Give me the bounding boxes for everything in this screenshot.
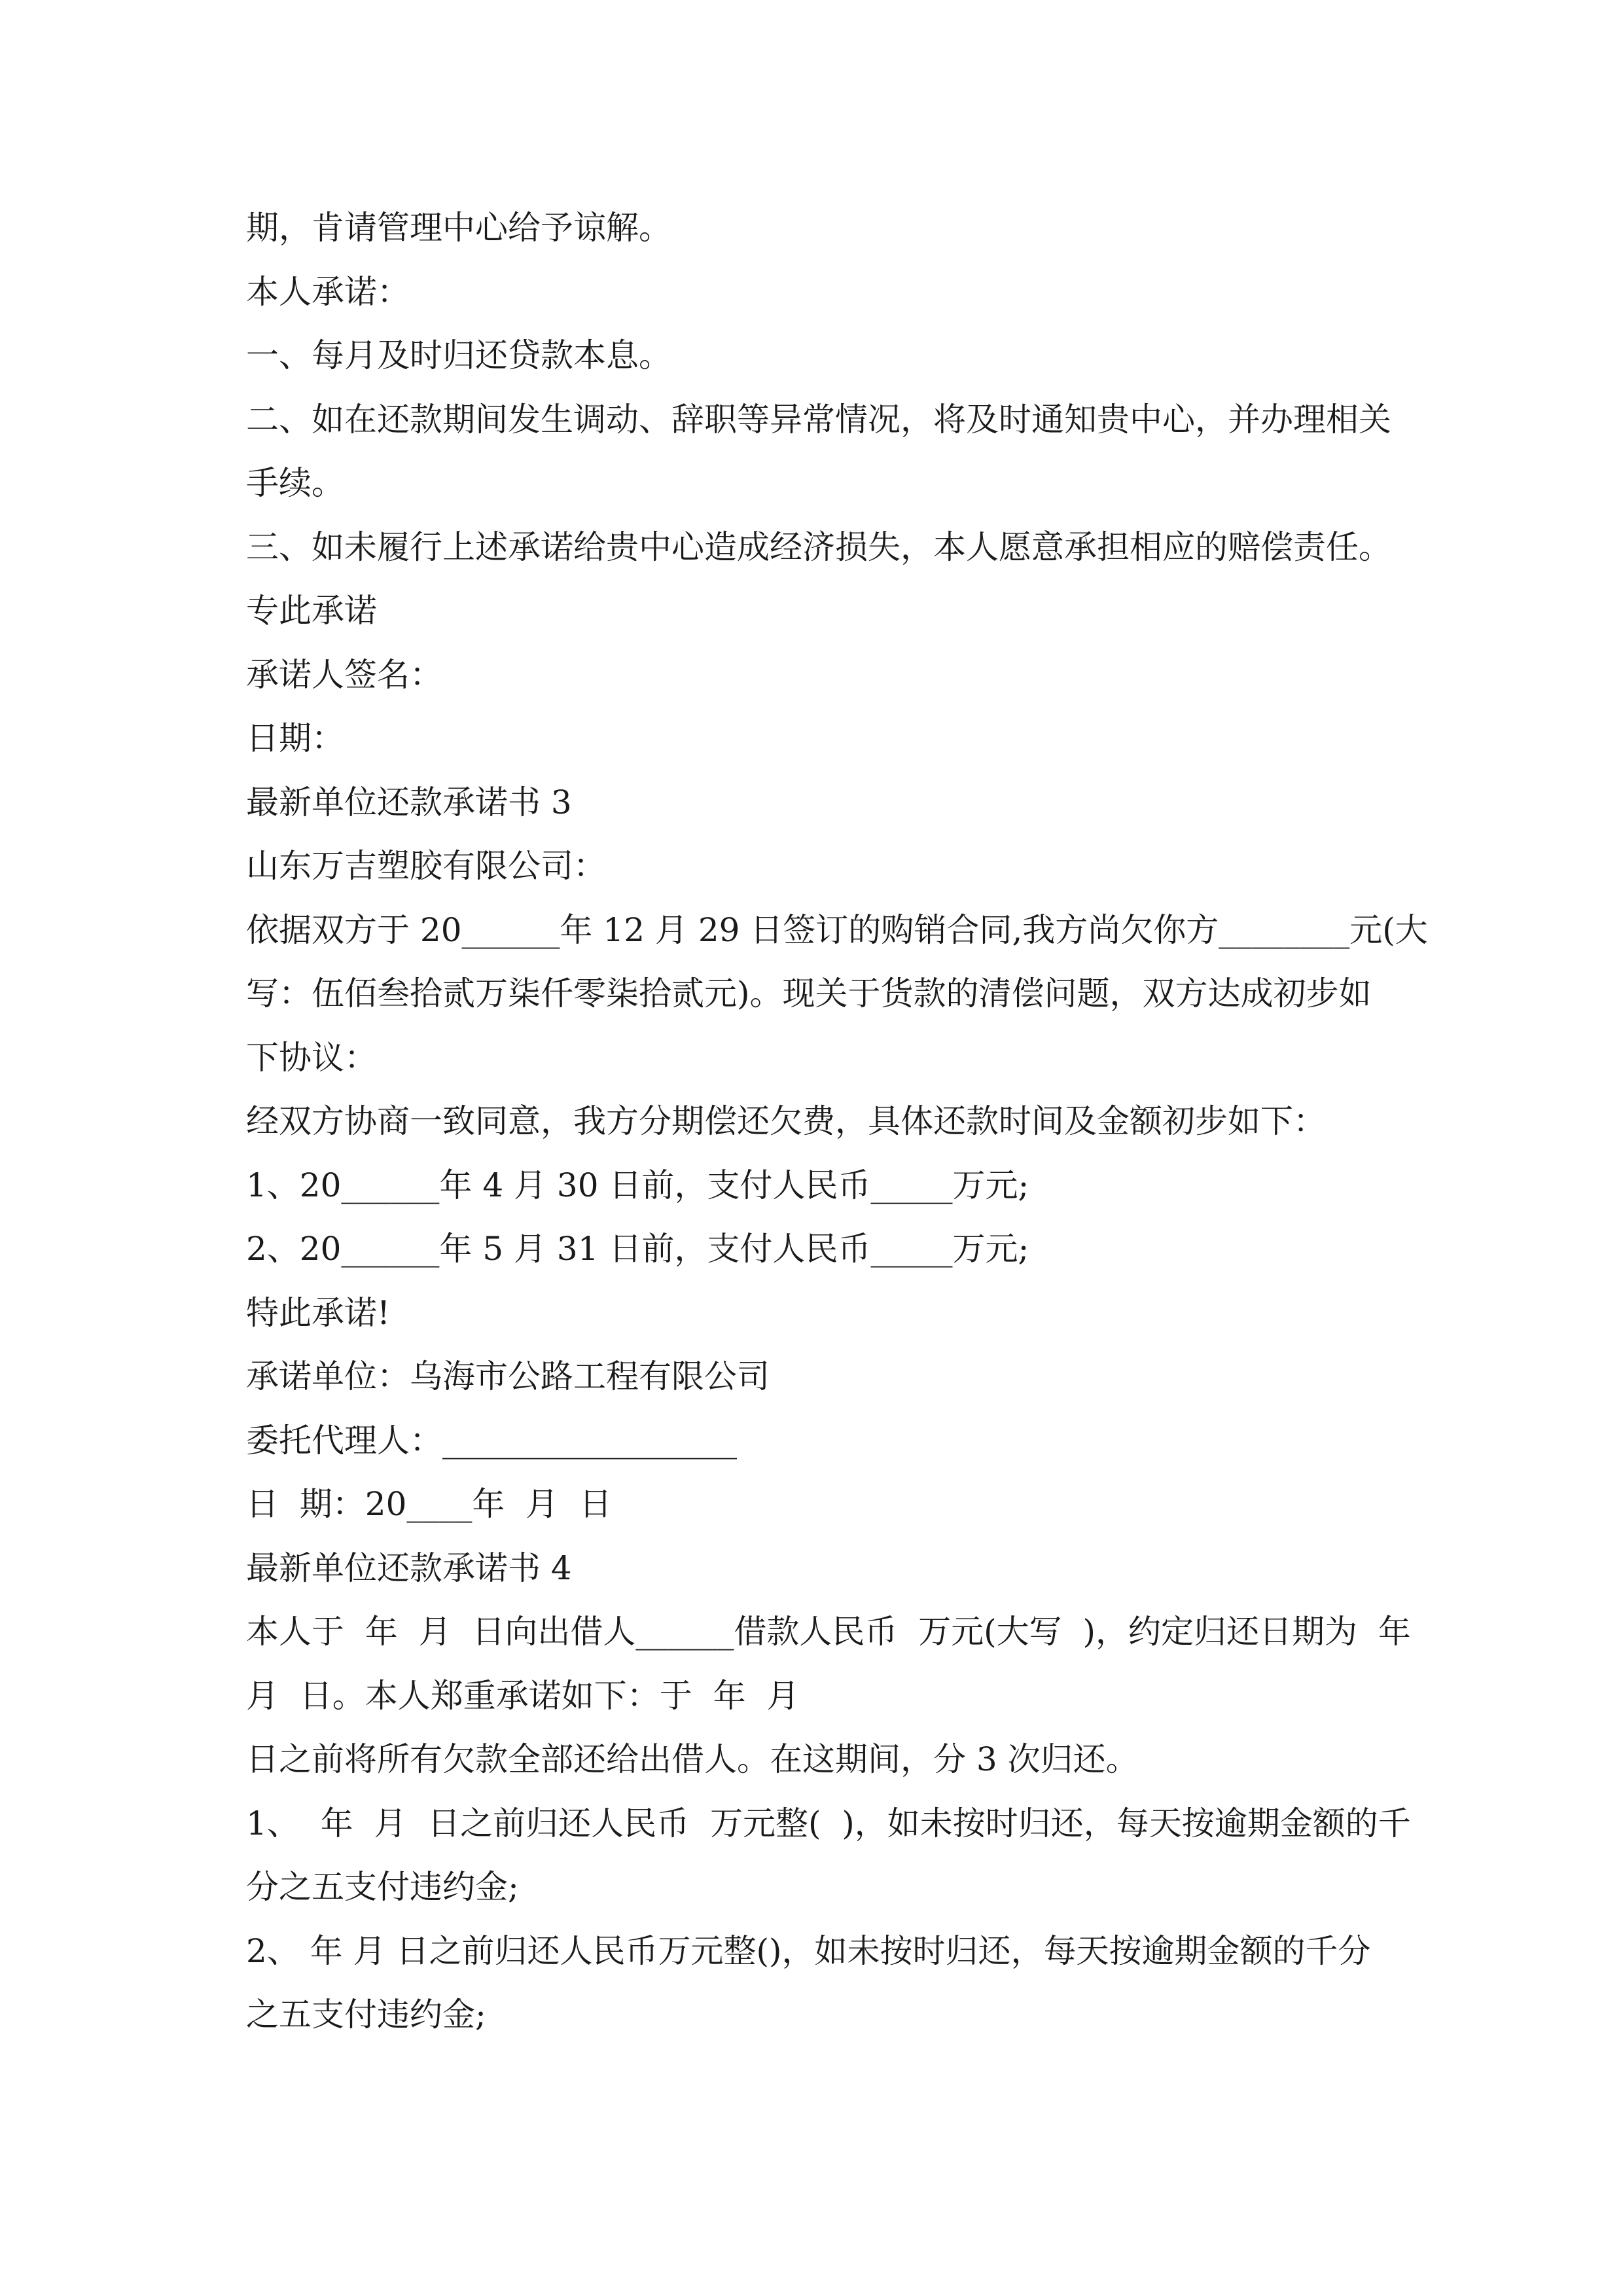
text-line: 二、如在还款期间发生调动、辞职等异常情况，将及时通知贵中心，并办理相关 [246,400,1391,439]
agent-label: 委托代理人：__________________ [246,1421,737,1460]
text-line: 月 日。本人郑重承诺如下：于 年 月 [246,1676,800,1715]
text-line: 专此承诺 [246,592,377,630]
text-line: 期，肯请管理中心给予谅解。 [246,209,671,247]
text-line: 依据双方于 20______年 12 月 29 日签订的购销合同,我方尚欠你方________元(大 [246,910,1428,949]
section-title: 最新单位还款承诺书 3 [246,783,572,821]
text-line: 日之前将所有欠款全部还给出借人。在这期间，分 3 次归还。 [246,1740,1139,1778]
addressee: 山东万吉塑胶有限公司： [246,847,606,885]
text-line: 之五支付违约金; [246,1996,486,2034]
text-line: 下协议： [246,1038,377,1077]
text-line: 承诺单位：乌海市公路工程有限公司 [246,1357,770,1395]
text-line: 1、20______年 4 月 30 日前，支付人民币_____万元; [246,1166,1029,1204]
date-label: 日期： [246,719,344,757]
text-line: 一、每月及时归还贷款本息。 [246,336,671,374]
text-line: 特此承诺! [246,1293,391,1332]
text-line: 1、 年 月 日之前归还人民币 万元整( )，如未按时归还，每天按逾期金额的千 [246,1804,1411,1842]
text-line: 手续。 [246,464,344,502]
text-line: 本人承诺： [246,272,410,311]
text-line: 经双方协商一致同意，我方分期偿还欠费，具体还款时间及金额初步如下： [246,1102,1326,1140]
text-line: 2、 年 月 日之前归还人民币万元整()，如未按时归还，每天按逾期金额的千分 [246,1931,1371,1970]
text-line: 写：伍佰叁拾贰万柒仟零柒拾贰元)。现关于货款的清偿问题，双方达成初步如 [246,975,1372,1013]
date-label: 日 期：20____年 月 日 [246,1485,612,1523]
document-body [246,196,1428,2047]
text-line: 三、如未履行上述承诺给贵中心造成经济损失，本人愿意承担相应的赔偿责任。 [246,528,1391,566]
text-line: 本人于 年 月 日向出借人______借款人民币 万元(大写 )，约定归还日期为 年 [246,1613,1411,1651]
signature-label: 承诺人签名： [246,655,442,694]
section-title: 最新单位还款承诺书 4 [246,1549,572,1587]
text-line: 分之五支付违约金; [246,1868,519,1906]
text-line: 2、20______年 5 月 31 日前，支付人民币_____万元; [246,1230,1029,1268]
